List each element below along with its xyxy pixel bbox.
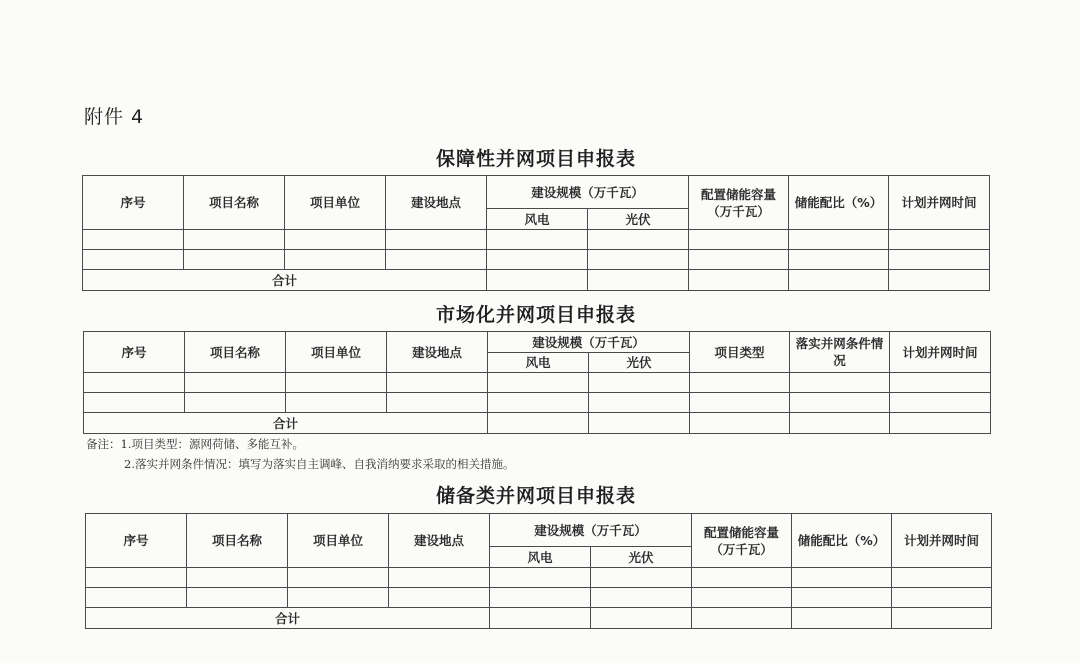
header-storage-capacity-line2: （万千瓦） xyxy=(707,203,770,219)
header-seq: 序号 xyxy=(86,514,187,568)
header-scale: 建设规模（万千瓦） xyxy=(487,176,689,209)
header-project-unit: 项目单位 xyxy=(286,332,387,373)
header-grid-condition xyxy=(790,332,890,373)
attachment-label: 附件 4 xyxy=(84,106,145,128)
total-label: 合计 xyxy=(83,270,487,291)
header-scale: 建设规模（万千瓦） xyxy=(488,332,690,353)
table3-title: 储备类并网项目申报表 xyxy=(435,485,636,507)
table-row xyxy=(83,230,990,250)
header-project-unit: 项目单位 xyxy=(285,176,386,230)
header-project-name: 项目名称 xyxy=(187,514,288,568)
total-label: 合计 xyxy=(84,413,488,434)
header-location: 建设地点 xyxy=(387,332,488,373)
header-scale: 建设规模（万千瓦） xyxy=(490,514,692,547)
note-line-2: 2.落实并网条件情况：填写为落实自主调峰、自我消纳要求采取的相关措施。 xyxy=(124,457,515,471)
header-location: 建设地点 xyxy=(389,514,490,568)
header-project-type: 项目类型 xyxy=(690,332,790,373)
reserve-grid-table xyxy=(85,513,992,629)
table1-title: 保障性并网项目申报表 xyxy=(435,148,636,170)
total-row xyxy=(86,608,992,629)
total-row xyxy=(83,270,990,291)
note-line-1: 备注：1.项目类型：源网荷储、多能互补。 xyxy=(86,437,304,451)
table-row xyxy=(86,588,992,608)
header-wind: 风电 xyxy=(488,353,589,373)
header-storage-capacity xyxy=(689,176,789,230)
header-storage-capacity-line2: （万千瓦） xyxy=(710,541,773,557)
header-grid-condition-line1: 落实并网条件情 xyxy=(795,336,884,351)
header-plan-time: 计划并网时间 xyxy=(892,514,992,568)
header-project-unit: 项目单位 xyxy=(288,514,389,568)
header-plan-time: 计划并网时间 xyxy=(889,176,990,230)
header-grid-condition-line2: 况 xyxy=(833,353,846,368)
total-label: 合计 xyxy=(86,608,490,629)
table-row xyxy=(84,393,991,413)
table2-title: 市场化并网项目申报表 xyxy=(435,304,636,326)
header-storage-capacity xyxy=(692,514,792,568)
header-plan-time: 计划并网时间 xyxy=(890,332,991,373)
header-project-name: 项目名称 xyxy=(185,332,286,373)
header-wind: 风电 xyxy=(487,209,588,230)
header-solar: 光伏 xyxy=(591,547,692,568)
header-solar: 光伏 xyxy=(588,209,689,230)
header-project-name: 项目名称 xyxy=(184,176,285,230)
table-row xyxy=(83,250,990,270)
header-storage-ratio: 储能配比（%） xyxy=(789,176,889,230)
header-wind: 风电 xyxy=(490,547,591,568)
table-row xyxy=(84,373,991,393)
total-row xyxy=(84,413,991,434)
header-storage-ratio: 储能配比（%） xyxy=(792,514,892,568)
header-storage-capacity-line1: 配置储能容量 xyxy=(704,524,780,540)
market-grid-table xyxy=(83,331,991,434)
header-seq: 序号 xyxy=(84,332,185,373)
header-solar: 光伏 xyxy=(589,353,690,373)
header-storage-capacity-line1: 配置储能容量 xyxy=(701,186,777,202)
guaranteed-grid-table xyxy=(82,175,990,291)
header-seq: 序号 xyxy=(83,176,184,230)
table-row xyxy=(86,568,992,588)
header-location: 建设地点 xyxy=(386,176,487,230)
